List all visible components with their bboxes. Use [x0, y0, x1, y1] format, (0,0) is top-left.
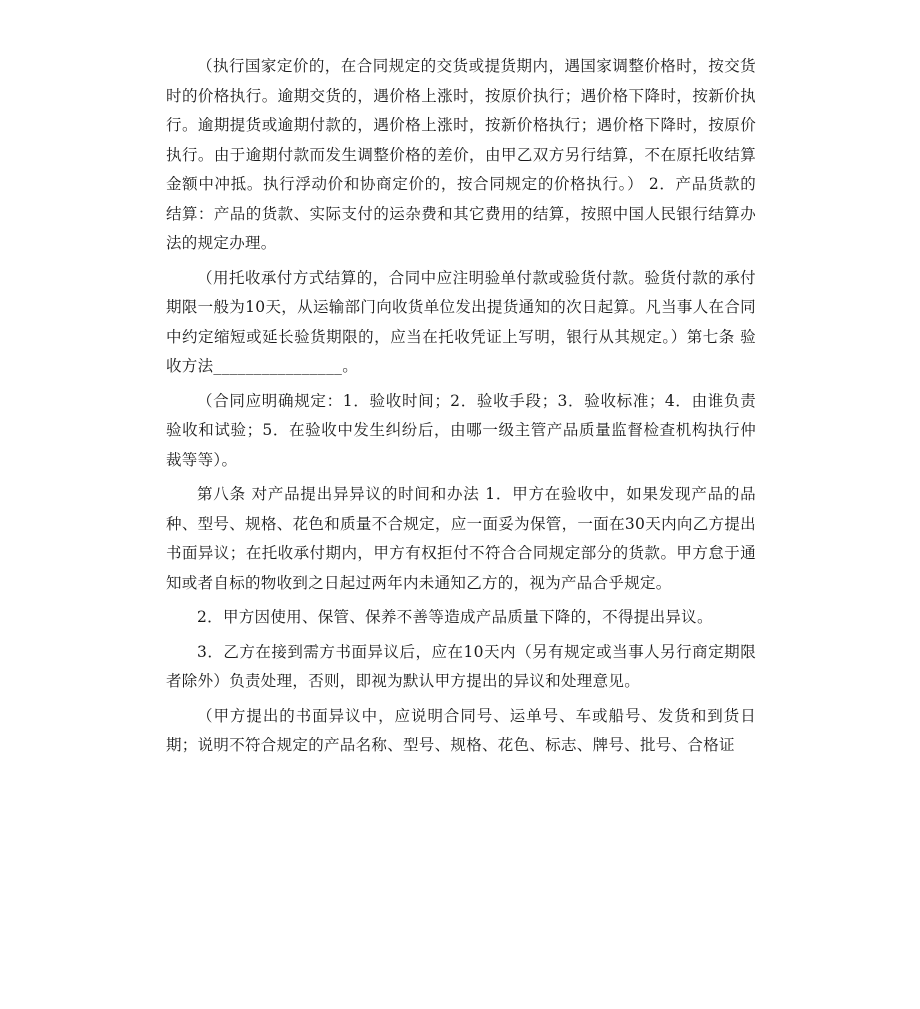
- paragraph-improper-use: 2．甲方因使用、保管、保养不善等造成产品质量下降的，不得提出异议。: [197, 608, 713, 626]
- document-body: [166, 52, 756, 766]
- paragraph-price-execution: （执行国家定价的，在合同规定的交货或提货期内，遇国家调整价格时，按交货时的价格执行。逾期交货的，遇价格上涨时，按原价执行；遇价格下降时，按新价执行。逾期提货或逾期付款的，遇价格上涨时，按新价格执行；遇价格下降时，按原价执行。由于逾期付款而发生调整价格的差价，由甲乙双方另行结算，不在原托收结算金额中冲抵。执行浮动价和协商定价的，按合同规定的价格执行。） 2．产品货款的结算：产品的货款、实际支付的运杂费和其它费用的结算，按照中国人民银行结算办法的规定办理。: [166, 57, 756, 252]
- paragraph-seller-response: 3．乙方在接到需方书面异议后，应在10天内（另有规定或当事人另行商定期限者除外）负责处理，否则，即视为默认甲方提出的异议和处理意见。: [166, 642, 756, 690]
- paragraph-inspection-rules: （合同应明确规定：1．验收时间；2．验收手段；3．验收标准；4．由谁负责验收和试验；5．在验收中发生纠纷后，由哪一级主管产品质量监督检查机构执行仲裁等等）。: [166, 391, 756, 469]
- paragraph-collection-acceptance: （用托收承付方式结算的，合同中应注明验单付款或验货付款。验货付款的承付期限一般为10天，从运输部门向收货单位发出提货通知的次日起算。凡当事人在合同中约定缩短或延长验货期限的，应当在托收凭证上写明，银行从其规定。）第七条 验收方法________________。: [166, 268, 756, 375]
- paragraph-article-eight: 第八条 对产品提出异异议的时间和办法 1．甲方在验收中，如果发现产品的品种、型号、规格、花色和质量不合规定，应一面妥为保管，一面在30天内向乙方提出书面异议；在托收承付期内，甲方有权拒付不符合合同规定部分的货款。甲方怠于通知或者自标的物收到之日起过两年内未通知乙方的，视为产品合乎规定。: [166, 485, 756, 592]
- paragraph-objection-details: （甲方提出的书面异议中，应说明合同号、运单号、车或船号、发货和到货日期；说明不符合规定的产品名称、型号、规格、花色、标志、牌号、批号、合格证: [166, 706, 756, 754]
